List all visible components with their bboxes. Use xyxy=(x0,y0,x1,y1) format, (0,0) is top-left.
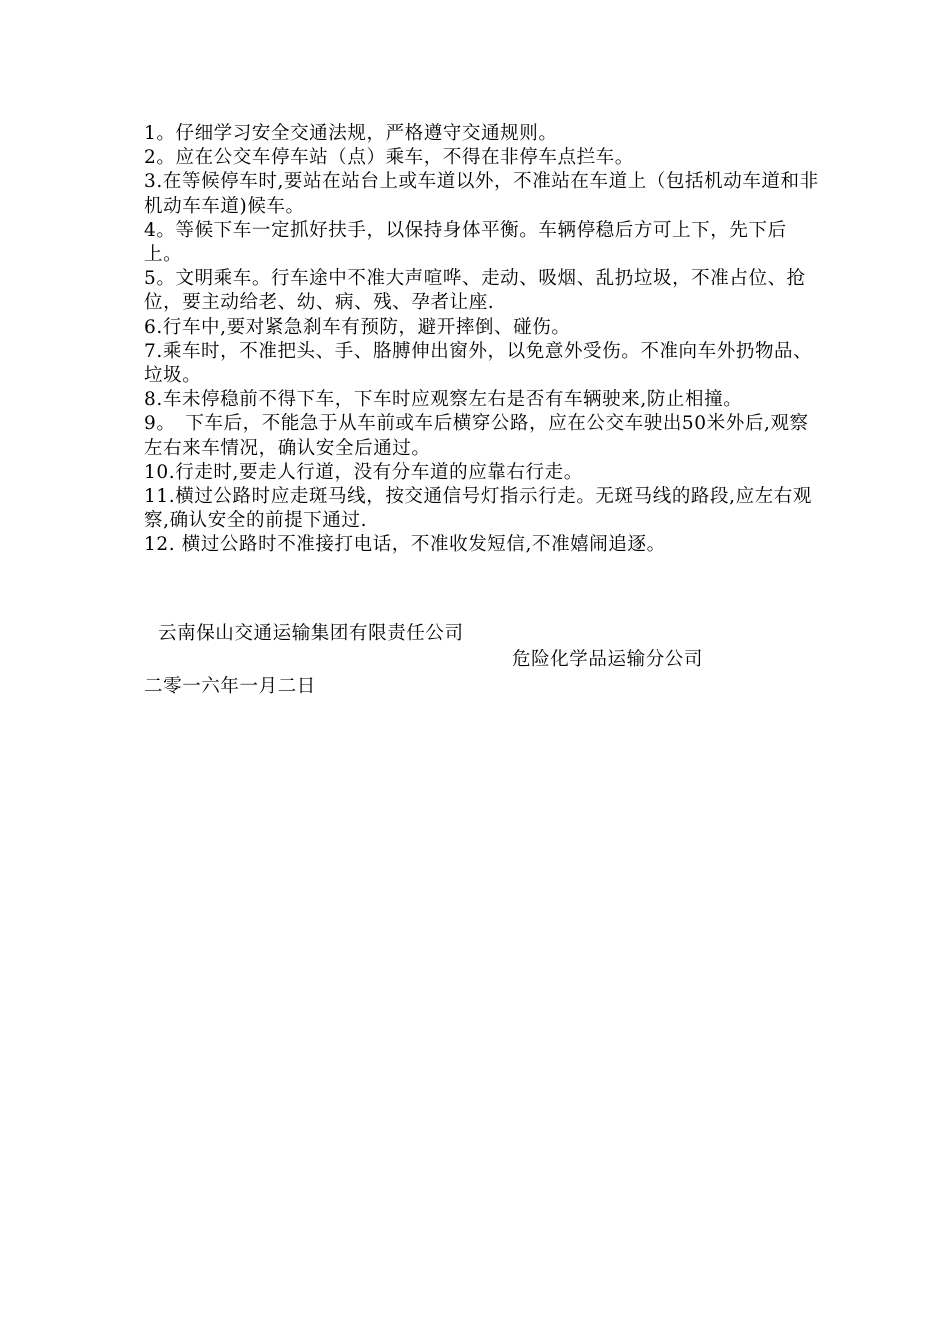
rule-item-3: 3.在等候停车时,要站在站台上或车道以外，不准站在车道上（包括机动车道和非机动车车道)候车。 xyxy=(144,171,819,217)
issue-date: 二零一六年一月二日 xyxy=(144,676,316,697)
rule-item-2: 2。应在公交车停车站（点）乘车，不得在非停车点拦车。 xyxy=(144,147,634,169)
rule-item-8: 8.车未停稳前不得下车，下车时应观察左右是否有车辆驶来,防止相撞。 xyxy=(144,389,743,411)
rule-item-6: 6.行车中,要对紧急刹车有预防，避开摔倒、碰伤。 xyxy=(144,316,571,338)
company-name: 云南保山交通运输集团有限责任公司 xyxy=(158,623,464,644)
rule-item-4: 4。等候下车一定抓好扶手，以保持身体平衡。车辆停稳后方可上下，先下后上。 xyxy=(144,219,787,266)
rule-item-11: 11.横过公路时应走斑马线，按交通信号灯指示行走。无斑马线的路段,应左右观察,确认安全的前提下通过. xyxy=(144,486,813,532)
safety-rules-list xyxy=(144,122,820,558)
rule-item-12: 12. 横过公路时不准接打电话，不准收发短信,不准嬉闹追逐。 xyxy=(144,534,666,556)
rule-item-9: 9。 下车后，不能急于从车前或车后横穿公路，应在公交车驶出50米外后,观察左右来车情况，确认安全后通过。 xyxy=(144,413,809,459)
rule-item-1: 1。仔细学习安全交通法规，严格遵守交通规则。 xyxy=(144,123,558,144)
rule-item-5: 5。文明乘车。行车途中不准大声喧哗、走动、吸烟、乱扔垃圾，不准占位、抢位，要主动给老、幼、病、残、孕者让座. xyxy=(144,268,806,314)
rule-item-10: 10.行走时,要走人行道，没有分车道的应靠右行走。 xyxy=(144,461,583,483)
branch-name: 危险化学品运输分公司 xyxy=(512,649,704,670)
rule-item-7: 7.乘车时，不准把头、手、胳膊伸出窗外，以免意外受伤。不准向车外扔物品、垃圾。 xyxy=(144,340,813,387)
